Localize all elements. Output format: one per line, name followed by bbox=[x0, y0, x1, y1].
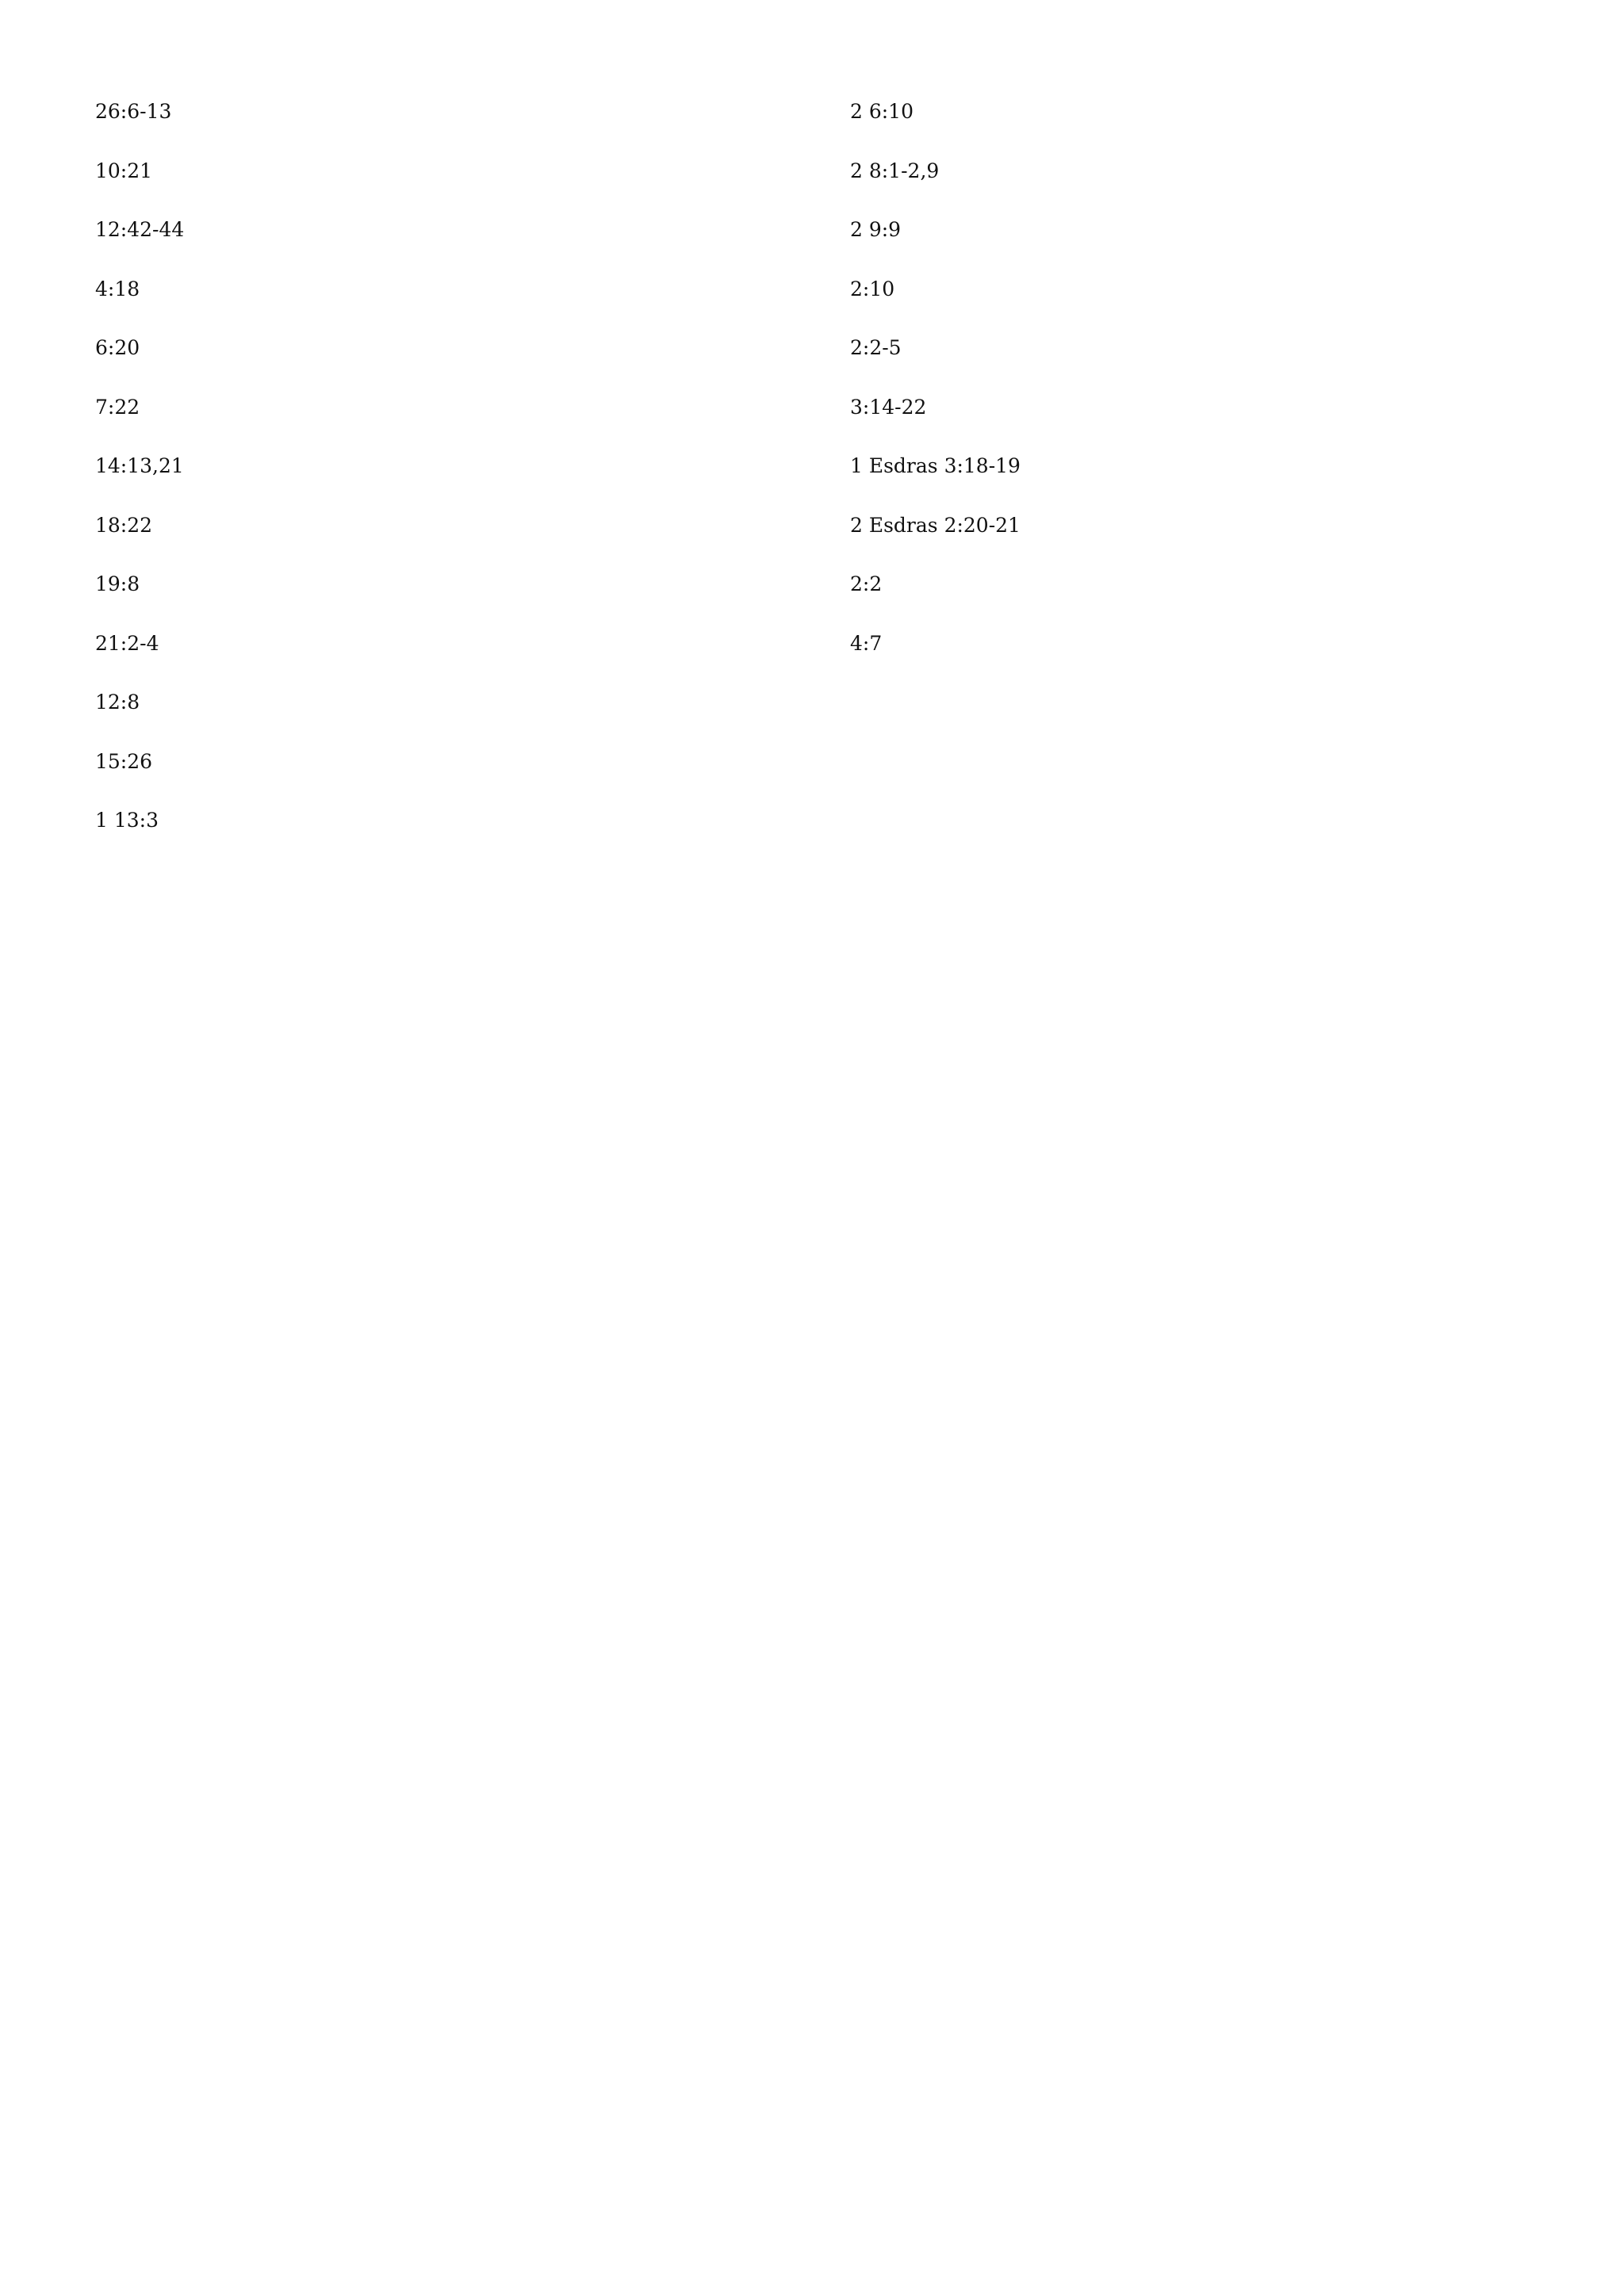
scripture-reference: 2:10 bbox=[850, 277, 895, 300]
scripture-reference: 15:26 bbox=[95, 749, 153, 773]
scripture-reference: 10:21 bbox=[95, 159, 153, 182]
paragraph bbox=[95, 216, 793, 244]
paragraph bbox=[850, 512, 1548, 540]
paragraph bbox=[850, 571, 1548, 599]
paragraph bbox=[95, 98, 793, 126]
paragraph bbox=[95, 807, 793, 835]
scripture-reference: 2 8:1-2,9 bbox=[850, 159, 940, 182]
scripture-reference: 18:22 bbox=[95, 513, 153, 537]
scripture-reference: 2:2 bbox=[850, 572, 883, 595]
scripture-reference: 1 Esdras 3:18-19 bbox=[850, 454, 1021, 477]
paragraph bbox=[95, 748, 793, 776]
paragraph bbox=[850, 216, 1548, 244]
paragraph bbox=[850, 630, 1548, 658]
scripture-reference: 21:2-4 bbox=[95, 631, 159, 655]
scripture-reference: 2 6:10 bbox=[850, 100, 914, 123]
paragraph bbox=[95, 512, 793, 540]
paragraph bbox=[95, 394, 793, 422]
paragraph bbox=[850, 453, 1548, 480]
scripture-reference: 4:7 bbox=[850, 631, 883, 655]
paragraph bbox=[95, 571, 793, 599]
scripture-reference: 2 Esdras 2:20-21 bbox=[850, 513, 1021, 537]
scripture-reference: 1 13:3 bbox=[95, 809, 159, 832]
scripture-reference: 12:42-44 bbox=[95, 218, 185, 241]
scripture-reference: 14:13,21 bbox=[95, 454, 184, 477]
paragraph bbox=[850, 158, 1548, 186]
right-column bbox=[850, 98, 1548, 2233]
paragraph bbox=[850, 335, 1548, 362]
paragraph bbox=[95, 689, 793, 717]
scripture-reference: 2 9:9 bbox=[850, 218, 902, 241]
paragraph bbox=[95, 335, 793, 362]
scripture-reference: 3:14-22 bbox=[850, 395, 927, 419]
paragraph bbox=[95, 158, 793, 186]
scripture-reference: 2:2-5 bbox=[850, 336, 902, 359]
paragraph bbox=[850, 276, 1548, 304]
paragraph bbox=[95, 276, 793, 304]
scripture-reference: 12:8 bbox=[95, 691, 140, 714]
paragraph bbox=[850, 98, 1548, 126]
left-column bbox=[95, 98, 793, 2233]
scripture-reference: 4:18 bbox=[95, 277, 140, 300]
scripture-reference: 6:20 bbox=[95, 336, 140, 359]
scripture-reference: 7:22 bbox=[95, 395, 140, 419]
paragraph bbox=[95, 453, 793, 480]
scripture-reference: 19:8 bbox=[95, 572, 140, 595]
scripture-reference: 26:6-13 bbox=[95, 100, 172, 123]
paragraph bbox=[95, 630, 793, 658]
paragraph bbox=[850, 394, 1548, 422]
